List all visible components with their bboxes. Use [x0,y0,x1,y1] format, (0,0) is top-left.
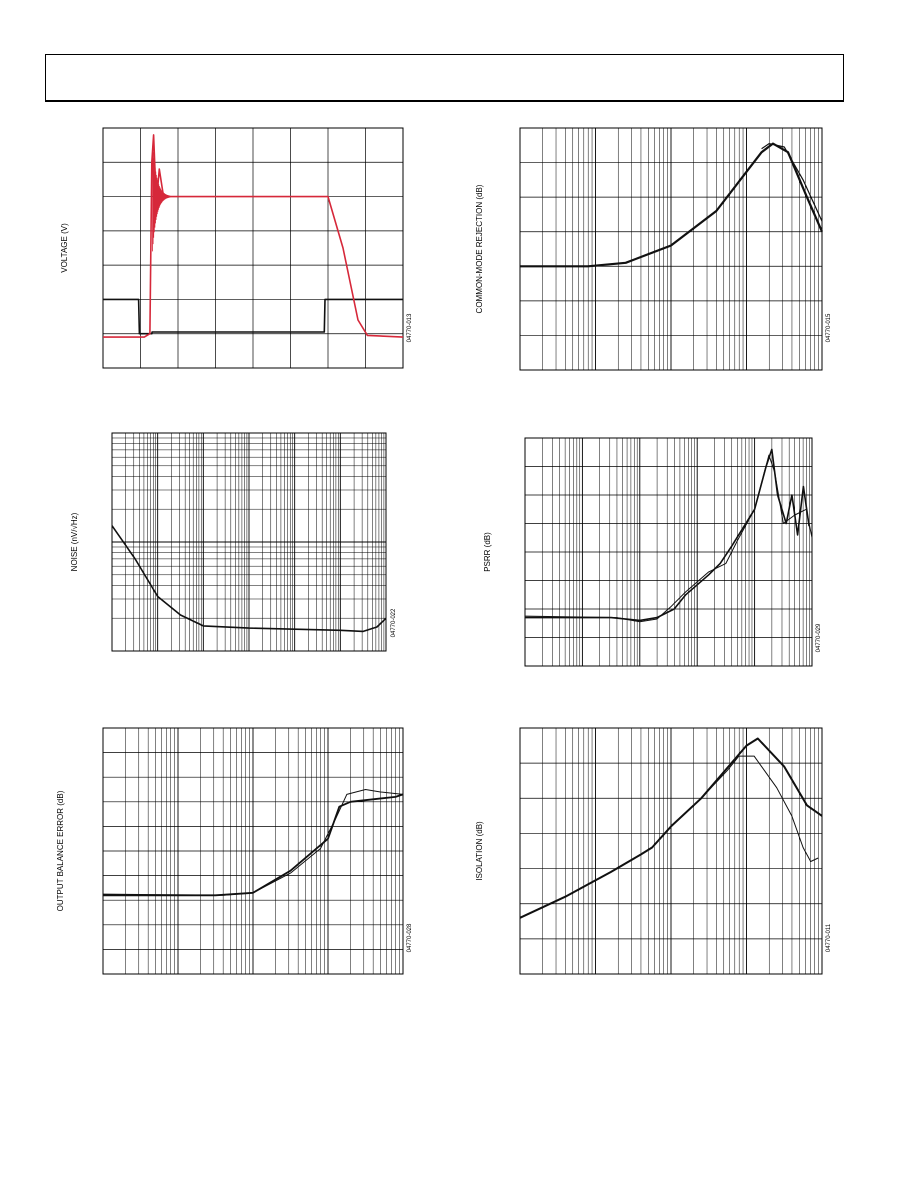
cmrr-ylabel: COMMON-MODE REJECTION (dB) [475,184,484,314]
cmrr-plot-area [520,128,822,370]
balance-plot-area [103,728,403,974]
output-balance-error-chart [55,728,415,978]
balance-ylabel: OUTPUT BALANCE ERROR (dB) [56,790,65,912]
isolation-plot-area [520,728,822,974]
psrr-series-2 [525,455,812,622]
voltage-ylabel: VOLTAGE (V) [60,223,69,273]
noise-chart [65,433,405,658]
isolation-ylabel: ISOLATION (dB) [475,821,484,881]
balance-figure-code: 04770-028 [407,923,413,953]
voltage-chart [55,128,415,378]
page-header-box [45,54,844,102]
voltage-figure-code: 04770-013 [407,313,413,343]
noise-ylabel: NOISE (nV/√Hz) [70,512,79,572]
common-mode-rejection-chart [470,128,840,378]
psrr-chart [470,438,830,670]
isolation-chart [470,728,840,978]
isolation-figure-code: 04770-011 [826,923,832,953]
psrr-plot-area [525,438,812,666]
cmrr-figure-code: 04770-015 [826,313,832,343]
voltage-plot-area [103,128,403,368]
psrr-ylabel: PSRR (dB) [483,532,492,572]
psrr-figure-code: 04770-029 [816,623,822,653]
noise-figure-code: 04770-022 [391,608,397,638]
noise-plot-area [112,433,386,651]
isolation-series-2 [520,756,818,918]
